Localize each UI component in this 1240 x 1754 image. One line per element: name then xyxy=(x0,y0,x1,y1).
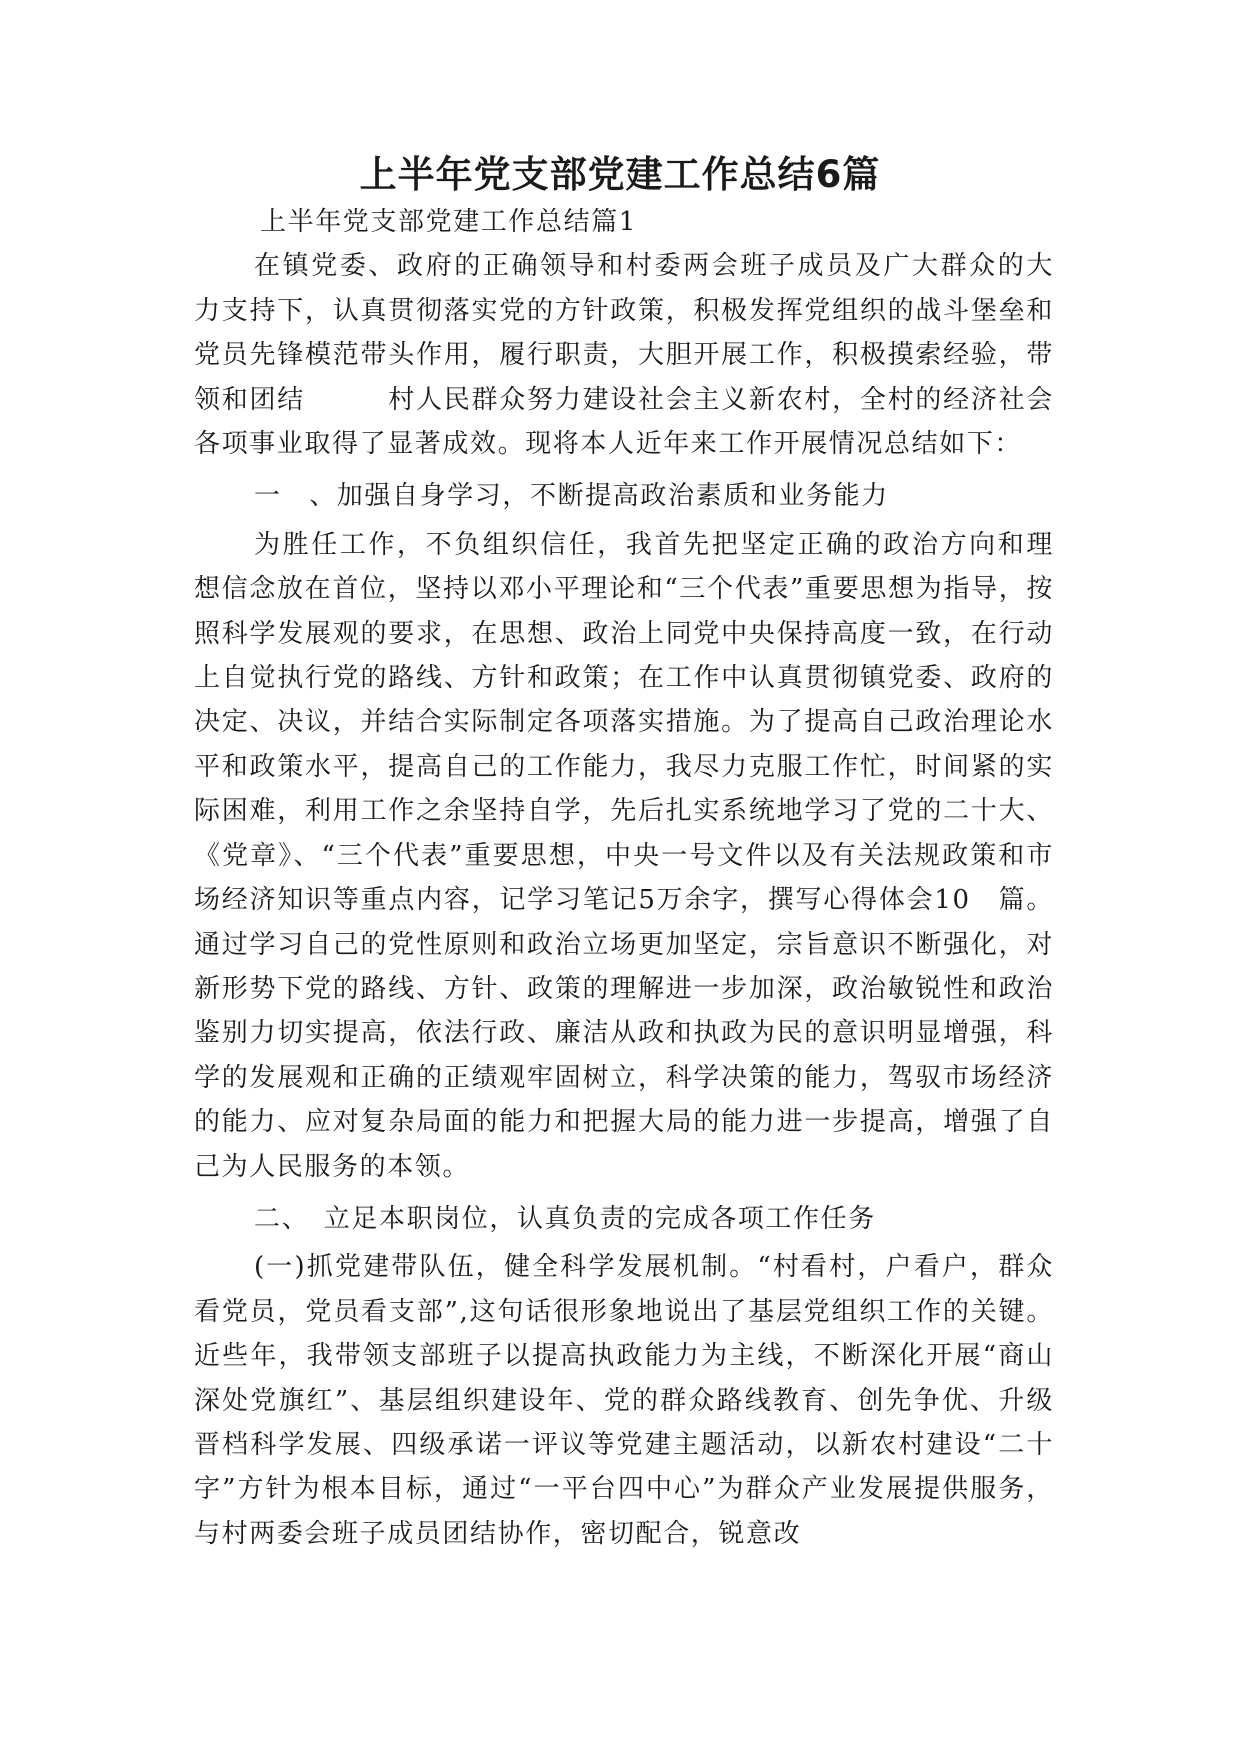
document-title: 上半年党支部党建工作总结6篇 xyxy=(359,153,881,196)
document-subtitle: 上半年党支部党建工作总结篇1 xyxy=(260,207,637,237)
section-heading-1: 一 、加强自身学习，不断提高政治素质和业务能力 xyxy=(254,481,889,512)
section-heading-2: 二、 立足本职岗位，认真负责的完成各项工作任务 xyxy=(254,1203,876,1234)
intro-paragraph: 在镇党委、政府的正确领导和村委两会班子成员及广大群众的大力支持下，认真贯彻落实党的方针政策，积极发挥党组织的战斗堡垒和党员先锋模范带头作用，履行职责，大胆开展工作，积极摸索经验，带领和团结 村人民群众努力建设社会主义新农村，全村的经济社会 各项事业取得了显著成效。现将本人近年来工作开展情况总结如下： xyxy=(194,251,1082,460)
section-2-paragraph: (一)抓党建带队伍，健全科学发展机制。“村看村，户看户，群众看党员，党员看支部”,这句话很形象地说出了基层党组织工作的关键。近些年，我带领支部班子以提高执政能力为主线，不断深化开展“商山深处党旗红”、基层组织建设年、党的群众路线教育、创先争优、升级晋档科学发展、四级承诺一评议等党建主题活动，以新农村建设“二十字”方针为根本目标，通过“一平台四中心”为群众产业发展提供服务，与村两委会班子成员团结协作，密切配合，锐意改 xyxy=(194,1252,1054,1549)
document-body xyxy=(194,200,1082,1556)
section-1-paragraph: 为胜任工作，不负组织信任，我首先把坚定正确的政治方向和理想信念放在首位，坚持以邓小平理论和“三个代表”重要思想为指导，按照科学发展观的要求，在思想、政治上同党中央保持高度一致，在行动上自觉执行党的路线、方针和政策；在工作中认真贯彻镇党委、政府的决定、决议，并结合实际制定各项落实措施。为了提高自己政治理论水平和政策水平，提高自己的工作能力，我尽力克服工作忙，时间紧的实际困难，利用工作之余坚持自学，先后扎实系统地学习了党的二十大、《党章》、“三个代表”重要思想，中央一号文件以及有关法规政策和市场经济知识等重点内容，记学习笔记5万余字，撰写心得体会10 篇。通过学习自己的党性原则和政治立场更加坚定，宗旨意识不断强化，对新形势下党的路线、方针、政策的理解进一步加深，政治敏锐性和政治鉴别力切实提高，依法行政、廉洁从政和执政为民的意识明显增强，科学的发展观和正确的正绩观牢固树立，科学决策的能力，驾驭市场经济的能力、应对复杂局面的能力和把握大局的能力进一步提高，增强了自己为人民服务的本领。 xyxy=(194,529,1054,1182)
